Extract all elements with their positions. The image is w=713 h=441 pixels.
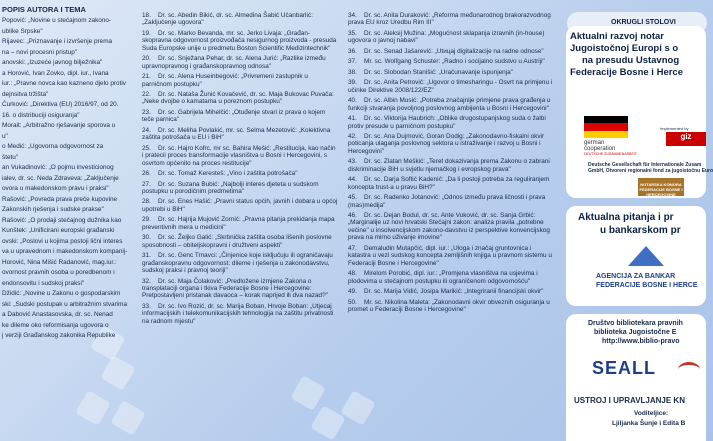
item-text: Dr. sc. Ivo Rozić, dr. sc. Marija Boban, Hrvoje Boban: „Utjecaj informacijskih i telekomunikacijskih tehnologija na zaštitu privatnosti na radnom mjestu" xyxy=(142,302,334,325)
list-item xyxy=(0,70,134,77)
item-number: 28. xyxy=(142,198,151,206)
item-text: Mr. sc. Wolfgang Schuster: „Radno i socijalno sudstvo u Austriji" xyxy=(364,58,545,66)
card-title-line: Aktualna pitanja i pr xyxy=(578,212,674,223)
item-number: 34. xyxy=(348,12,357,19)
seall-logo: SEALL xyxy=(592,358,657,378)
card-title-line: Aktualni razvoj notar xyxy=(570,31,664,42)
list-item xyxy=(0,101,134,108)
item-number: 20. xyxy=(142,55,151,63)
list-item xyxy=(0,217,134,224)
item-text: Ćurković: „Direktiva (EU) 2016/97, od 20. xyxy=(2,101,119,108)
item-text: ke dileme oko reformisanja ugovora o xyxy=(2,321,109,329)
item-text: Dr. sc. Maja Čolaković: „Predložene izmjene Zakona o transplataciji organa i tkiva Federacije Bosne i Hercegovine: Pretpostavljeni pristanak davaoca – korak naprijed ili dva nazad?" xyxy=(142,277,328,300)
moderators-names: Ljiljanka Šunje i Edita B xyxy=(612,420,686,427)
list-item xyxy=(348,270,554,285)
card-title-line: Federacije Bosne i Herce xyxy=(570,67,683,78)
list-item xyxy=(0,164,134,171)
item-number: 50. xyxy=(348,298,357,306)
item-text: ublike Srpske" xyxy=(2,27,43,35)
item-number: 44. xyxy=(348,176,357,184)
item-text: Morait: „Arbitražno rješavanje sporova u xyxy=(2,122,116,129)
list-item xyxy=(348,158,554,173)
item-text: Dr. sc. Darja Softić Kadenić: „Da li postoji potreba za reguliranjem koncepta trust-a u pravu BiH?" xyxy=(348,176,550,191)
list-item xyxy=(142,278,338,300)
list-item xyxy=(0,17,134,24)
item-number: 47. xyxy=(348,244,357,252)
item-text: štetu" xyxy=(2,153,19,161)
list-item xyxy=(348,30,554,45)
item-text: an Vukadinović: „O pojmu investicionog xyxy=(2,164,114,171)
list-item xyxy=(0,332,134,339)
item-number: 19. xyxy=(142,29,151,37)
item-text: Dr. sc. Abedin Bikić, dr. sc. Almedina Šabić Učanbarlić: „Zaključenje ugovora" xyxy=(142,12,313,27)
item-text: Rašović: „O prodaji stečajnog dužnika kao xyxy=(2,216,122,224)
item-text: o Medić: „Ugovorna odgovornost za xyxy=(2,143,104,150)
moderators-label: Voditeljice: xyxy=(634,410,669,417)
item-text: Dr. sc. Suzana Bubić: „Najbolji interes djeteta u sudskom postupku u porodičnim predmetima" xyxy=(142,180,319,195)
list-item xyxy=(142,127,338,142)
item-text: Kunštek: „Unificirani europski građanski xyxy=(2,227,115,234)
item-text: Dr. sc. Slobodan Stanišić: „Uračunavanje ispunjenja" xyxy=(364,68,513,76)
item-number: 33. xyxy=(142,302,151,310)
item-text: Dr. sc. Zlatan Meškić: „Teret dokazivanja prema Zakonu o zabrani diskriminacije BiH u svjetlu njemačkog i evropskog prava" xyxy=(348,158,550,173)
item-number: 38. xyxy=(348,68,357,76)
list-item xyxy=(142,30,338,52)
item-text: Džidić: „Novine u Zakonu o gospodarskim xyxy=(2,290,121,297)
item-number: 30. xyxy=(142,234,151,242)
item-text: Dr. sc. Enes Hašić: „Pravni status općih, javnih i dobara u općoj upotrebi u BiH" xyxy=(142,198,338,213)
item-text: Rijavec: „Priznavanje i izvršenje prema xyxy=(2,38,113,45)
list-item xyxy=(0,175,134,182)
list-item xyxy=(348,115,554,130)
logo-text: DEUTSCHE ZUSAMMENARBEIT xyxy=(584,152,637,156)
list-item xyxy=(348,299,554,314)
right-author-list xyxy=(348,0,554,441)
item-number: 35. xyxy=(348,29,357,37)
item-text: Dr. sc. Viktorija Haubrich: „Oblike drugostupanjskog suda o žalbi protiv presude u parničnom postupku" xyxy=(348,115,546,130)
item-text: a Dabović Anastasovska, dr. sc. Nenad xyxy=(2,311,113,318)
item-number: 43. xyxy=(348,158,357,166)
item-text: Mirelom Porobić, dipl. iur.: „Promjena vlasništva na usjevima i plodovima u stečajnom postupku ili ograničenom odgovornošću" xyxy=(348,270,538,285)
list-item xyxy=(0,133,134,140)
list-item xyxy=(0,91,134,98)
list-item xyxy=(0,80,134,87)
item-text: Dr. sc. Ana Dujmović, Goran Dodig: „Zakonodavno-fiskalni okvir poticanja ulaganja poslovnog sektora u istraživanje i razvoj u Bosni i Hercegovini" xyxy=(348,133,545,155)
list-item xyxy=(0,238,134,245)
list-item xyxy=(348,245,554,267)
item-text: va u upravednom i makedonskom kompanij- xyxy=(2,248,128,255)
middle-author-list xyxy=(142,0,338,441)
item-number: 45. xyxy=(348,194,357,202)
list-item xyxy=(0,28,134,35)
item-text: Popović: „Novine u stečajnom zakono- xyxy=(2,17,112,24)
item-number: 25. xyxy=(142,144,151,152)
logo-text: cooperation xyxy=(584,146,616,152)
notary-card xyxy=(566,26,713,198)
banking-agency-logo-icon xyxy=(628,246,664,266)
german-flag-logo xyxy=(584,116,628,138)
list-item xyxy=(142,234,338,249)
banking-card xyxy=(566,206,706,306)
item-text: dejnsitva tržišta" xyxy=(2,90,49,98)
item-text: na – novi procesni pristup" xyxy=(2,48,78,56)
item-text: Dr. sc. Hajro Kofrc, mr sc. Bahira Mešić: „Restitucija, kao način i pratecii proces transformacije vlasništva u Bosni i Hercegovini, s osvrtom općenito na proces restitucije" xyxy=(142,144,336,167)
library-url-link[interactable]: http://www.biblio-pravo xyxy=(602,338,680,345)
item-text: anovski: „Izuzeće javnog bilježnika" xyxy=(2,59,103,66)
list-item xyxy=(0,49,134,56)
item-text: Zakonskih rješenja i sudske prakse" xyxy=(2,206,104,213)
list-item xyxy=(0,269,134,276)
item-text: a Horović, Ivan Zovko, dipl. iur., Ivana xyxy=(2,69,109,77)
item-text: ovornost pravnih osoba u poredbenom i xyxy=(2,269,115,276)
list-item xyxy=(348,176,554,191)
item-number: 49. xyxy=(348,288,357,295)
list-item xyxy=(0,112,134,119)
item-text: Demaludin Mutapčić, dipl. iur.: „Uloga i značaj gruntovnica i katastra u vezi sudskog koncepta zemljišnih knjiga u pravnom sistemu u Federaciji Bosne i Hercegovine" xyxy=(348,244,552,267)
list-item xyxy=(0,154,134,161)
list-item xyxy=(142,216,338,231)
item-text: j verziji Građanskog zakonika Republike xyxy=(2,332,116,339)
list-item xyxy=(0,322,134,329)
item-number: 24. xyxy=(142,126,151,134)
item-text: endonsovitu i sudskoj praksi" xyxy=(2,279,85,287)
item-text: Dr. sc. Marija Vidić, Josipa Marikić: „Integriranii financijski okvir" xyxy=(364,288,544,295)
list-item xyxy=(348,12,554,27)
item-number: 22. xyxy=(142,91,151,99)
list-item xyxy=(348,79,554,94)
list-item xyxy=(142,181,338,196)
item-text: Dr. sc. Tomaž Keresteš: „Vino i zaštita potrošača" xyxy=(158,170,298,178)
agency-line: FEDERACIJE BOSNE I HERCE xyxy=(596,282,698,289)
item-number: 32. xyxy=(142,277,151,285)
item-text: Dr. sc. Alena Huseinbegović: „Privremeni zastupnik u parničnom postupku" xyxy=(142,73,308,88)
card-title-line: na presudu Ustavnog xyxy=(582,55,680,66)
item-number: 42. xyxy=(348,133,357,141)
list-item xyxy=(142,145,338,167)
item-text: Dr. sc. Marko Bevanda, mr. sc. Jerko Livaja: „Građan-skopravna odgovornost proizvođača nesigurnog proizvoda - presuda Suda Europske unije u predmetu Boston Scientific Medizintechnik" xyxy=(142,29,337,52)
list-item xyxy=(142,55,338,70)
list-item xyxy=(142,12,338,27)
german-cooperation-logo xyxy=(584,140,637,156)
item-text: Dr. sc. Aleksij Mužina: „Mogućnost sklapanja izravnih (in-house) ugovora o javnoj nabavi" xyxy=(348,29,545,45)
item-text: Dr. sc. Hajrija Mujović Zornić: „Pravna pitanja prekidanja mapa preventivnih mera u medicini" xyxy=(142,216,335,231)
list-item xyxy=(348,288,554,295)
list-item xyxy=(0,290,134,297)
list-item xyxy=(0,227,134,234)
item-text: Dr. sc. Radenko Jotanović: „Odnos između prava ličnosti i prava (mas)medija" xyxy=(348,194,546,209)
item-text: Dr. sc. Anita Duraković: „Reforma međunarodnog brakorazvodnog prava EU kroz Uredbu Rim III" xyxy=(348,12,551,27)
notary-chamber-logo xyxy=(638,178,684,196)
list-item xyxy=(0,280,134,287)
section-title: POPIS AUTORA I TEMA xyxy=(2,5,86,14)
library-heading: USTROJ I UPRAVLJANJE KN xyxy=(574,396,685,405)
logo-text: german xyxy=(584,140,605,146)
list-item xyxy=(348,133,554,155)
item-text: Dr. sc. Anita Petrović: „Ugovor o timesharingu - Osvrt na primjenu i učinke Direktive 2008/122/EZ" xyxy=(348,79,553,94)
item-text: ovski: „Poslovi u kojima postoji lični interes xyxy=(2,237,123,245)
item-number: 40. xyxy=(348,97,357,105)
list-item xyxy=(142,252,338,274)
book-icon xyxy=(678,362,700,377)
item-number: 27. xyxy=(142,180,151,188)
item-text: u" xyxy=(2,132,8,140)
item-text: Mr. sc. Nikolina Maleta: „Zakonodavni okvir obveznih osiguranja u promet u Federaciji Bosne i Hercegovine" xyxy=(348,298,550,313)
round-table-title: OKRUGLI STOLOVI xyxy=(611,19,676,26)
item-text: Dr. sc. Dejan Bodul, dr. sc. Ante Vuković, dr. sc. Sanja Grbić: „Marginalije uz novi hrvatski Stečajni zakon: analiza pravila „potrebne večine" u insolvencijskom zakono-davstvu iz perspektive konvencijskog prava na mirno uživanje imovine" xyxy=(348,212,550,242)
item-number: 23. xyxy=(142,108,151,116)
list-item xyxy=(142,303,338,325)
item-number: 31. xyxy=(142,252,151,260)
item-text: ski: „Sudski postupak u arbitražnim stvarima xyxy=(2,300,128,308)
agency-line: AGENCIJA ZA BANKAR xyxy=(596,273,676,280)
list-item xyxy=(142,170,338,177)
list-item xyxy=(0,122,134,129)
giz-logo: giz xyxy=(666,132,706,146)
item-number: 39. xyxy=(348,79,357,87)
list-item xyxy=(0,301,134,308)
list-item xyxy=(142,109,338,124)
list-item xyxy=(142,91,338,106)
item-text: iur.: „Pravne novca kao kazneno djelo protiv xyxy=(2,80,126,87)
list-item xyxy=(348,58,554,65)
list-item xyxy=(142,198,338,213)
library-card xyxy=(566,314,706,441)
list-item xyxy=(0,206,134,213)
giz-line: GmbH, Otvoreni regionalni fond za jugoistočnu Euro xyxy=(588,168,713,174)
list-item xyxy=(0,185,134,192)
card-title-line: u bankarskom pr xyxy=(600,225,681,236)
item-number: 41. xyxy=(348,115,357,123)
giz-line: Deutsche Gesellschaft für Internationale Zusam xyxy=(588,162,702,168)
item-text: Dr. sc. Senad Jašarević: „Utицaj digitalizacije na radne odnose" xyxy=(364,47,544,55)
library-line: biblioteka Jugoistočne E xyxy=(594,329,677,336)
list-item xyxy=(0,143,134,150)
item-number: 36. xyxy=(348,47,357,55)
list-item xyxy=(0,248,134,255)
banking-agency-name xyxy=(596,272,698,290)
list-item xyxy=(0,38,134,45)
list-item xyxy=(348,97,554,112)
item-number: 29. xyxy=(142,216,151,224)
item-text: Dr. sc. Genc Trnavci: „Činjenice koje isključuju ili ograničavaju građanskopravnu odgovornost: dileme i rješenja u zakonodavstvu, sudskoj praksi i pravnoj teoriji" xyxy=(142,252,333,274)
item-text: Dr. sc. Nataša Žunić Kovačević, dr. sc. Maja Bukovac Puvača: „Neke dvojbe o kamatama u poreznom postupku" xyxy=(142,91,334,106)
list-item xyxy=(348,212,554,242)
left-author-list xyxy=(0,0,134,441)
implemented-by-label: Implemented by xyxy=(660,126,689,131)
item-text: ialev, dr. sc. Neda Zdraveva: „Zaključenje xyxy=(2,174,119,182)
list-item xyxy=(0,311,134,318)
item-text: Rašović: „Povreda prava preče kupovine xyxy=(2,195,118,203)
item-number: 18. xyxy=(142,12,151,19)
item-number: 26. xyxy=(142,170,151,178)
list-item xyxy=(348,48,554,55)
giz-description xyxy=(588,162,713,174)
list-item xyxy=(0,196,134,203)
card-title-line: Jugoistočnoj Europi s o xyxy=(570,43,679,54)
item-text: Dr. sc. Albin Musić: „Potreba značajnije primjene prava građenja u funkciji stvaranja povoljnog poslovnog ambijenta u Bosni i Hercegovini" xyxy=(348,97,551,112)
item-text: Dr. sc. Meliha Povlakić, mr. sc. Selma Mezetović: „Kolektivna zaštita potrošača u EU i BiH" xyxy=(142,126,331,142)
item-text: Dr. sc. Gabrijela Mihelčić: „Otuđenje stvari iz prava o kojem teče parnica" xyxy=(142,108,326,124)
item-text: Horović, Nina Mišić Radanović, mag.iur.: xyxy=(2,258,117,266)
item-number: 21. xyxy=(142,73,151,81)
item-text: ovora u makedonskom pravu i praksi" xyxy=(2,185,109,192)
item-number: 48. xyxy=(348,270,357,278)
item-text: 16. o distribuciji osiguranja" xyxy=(2,111,80,119)
item-number: 46. xyxy=(348,212,357,220)
list-item xyxy=(0,259,134,266)
list-item xyxy=(0,59,134,66)
library-line: Društvo bibliotekara pravnih xyxy=(588,320,683,327)
item-text: Dr. sc. Snježana Pehar, dr. sc. Alena Jurić: „Razlike između upravnopravnog i građanskopravnog odnosa" xyxy=(142,55,326,70)
item-text: Dr. sc. Željko Galić: „Skrbnička zaštita osoba lišenih poslovne sposobnosti – obiteljskopravni i družtveni aspekti" xyxy=(142,234,332,249)
notary-logo-text: NOTARSKA KOMORA FEDERACIJE BOSNE I HERCEGOVINE xyxy=(639,182,683,197)
list-item xyxy=(348,194,554,209)
list-item xyxy=(348,69,554,76)
item-number: 37. xyxy=(348,58,357,66)
list-item xyxy=(142,73,338,88)
